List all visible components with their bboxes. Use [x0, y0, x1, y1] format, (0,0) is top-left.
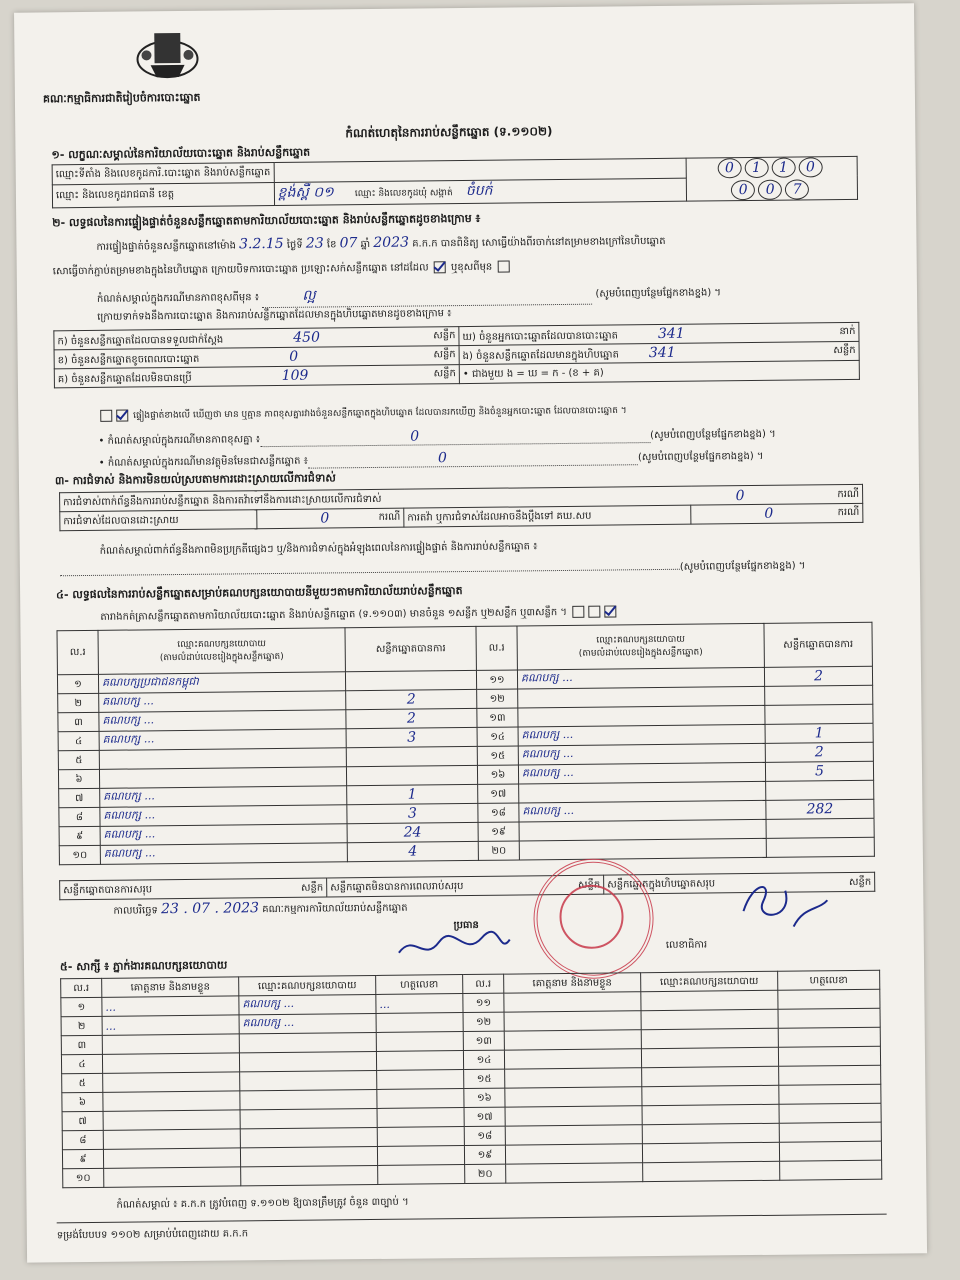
- authority-name: គណៈកម្មាធិការជាតិរៀបចំការបោះឆ្នោត: [42, 90, 201, 106]
- party-votes: 1: [765, 723, 873, 743]
- witness-cell: [376, 1051, 463, 1071]
- witness-cell: ៥: [62, 1073, 103, 1092]
- witness-cell: [778, 1027, 880, 1047]
- official-stamp: [533, 858, 654, 979]
- party-number: ១: [57, 674, 98, 693]
- party-votes: 4: [347, 841, 478, 861]
- witness-cell: [377, 1108, 464, 1128]
- witness-cell: [240, 1146, 377, 1166]
- witness-cell: [504, 1030, 641, 1050]
- section4-intro: តារាងកត់ត្រាសន្លឹកឆ្នោតតាមការិយាល័យបោះឆ្នោត និងរាប់សន្លឹកឆ្នោត (ទ.១១០៣) មានចំនួន ១សន្លឹក ឬ២សន្លឹក ឬ៣សន្លឹក ។: [100, 604, 618, 624]
- party-name: គណបក្ស ...: [100, 824, 347, 846]
- party-name: គណបក្ស ...: [518, 762, 765, 784]
- witness-cell: [103, 1091, 240, 1111]
- witness-cell: [642, 1142, 779, 1162]
- witness-cell: ១៣: [463, 1031, 504, 1050]
- witness-cell: គណបក្ស ...: [239, 1013, 376, 1033]
- witness-cell: [240, 1089, 377, 1109]
- party-number: ១៥: [477, 746, 518, 765]
- witness-cell: ១: [61, 997, 102, 1016]
- party-votes: 2: [765, 742, 873, 762]
- party-results-table: ល.រ ឈ្មោះគណបក្សនយោបាយ (តាមលំដាប់លេខរៀងក្នុងសន្លឹកឆ្នោត) សន្លឹកឆ្នោតបានការ ល.រ ឈ្មោះគណបក្សនយោបាយ (តាមលំដាប់លេខរៀងក្នុងសន្លឹកឆ្នោត) សន្លឹកឆ្នោតបានការ ១ គណបក្សប្រជាជនកម្ពុជា ១១ គណបក្ស ... 2 ២ គណបក្ស ... 2 ១២ ៣ គណបក្ស ... 2 ១៣ ៤ គណបក្ស ... 3 ១៤ គណបក្ស ... 1 ៥ ១៥ គណបក្ស ... 2 ៦ ១៦ គណបក្ស ... 5 ៧ គណបក្ស ... 1 ១៧ ៨ គណបក្ស ... 3 ១៨ គណបក្ស ... 282 ៩ គណបក្ស ... 24 ១៩ ១០ គណបក្ស ... 4 ២០: [56, 622, 874, 866]
- party-number: ៤: [58, 731, 99, 750]
- witness-cell: [505, 1106, 642, 1126]
- province-handwritten: ខ្ពង់ស្ពឺ ០១: [277, 184, 334, 202]
- witness-cell: ១៨: [464, 1126, 505, 1145]
- party-name: [519, 781, 766, 803]
- witness-cell: [779, 1141, 881, 1161]
- party-number: ៥: [58, 750, 99, 769]
- party-votes: 3: [347, 803, 478, 823]
- secretary-label: លេខាធិការ: [665, 939, 708, 951]
- witness-cell: ៧: [62, 1111, 103, 1130]
- party-name: [99, 767, 346, 789]
- date-line: កាលបរិច្ឆេទ 23 . 07 . 2023 គណៈកម្មការការិយាល័យរាប់សន្លឹកឆ្នោត: [113, 900, 408, 918]
- witness-cell: [240, 1108, 377, 1128]
- witness-cell: [103, 1129, 240, 1149]
- party-votes: [346, 765, 477, 785]
- difference-check-line: ផ្ទៀងផ្ទាត់ខាងលើ ឃើញថា មាន ឬគ្មាន ភាពខុសគ្នារវាងចំនួនសន្លឹកឆ្នោតក្នុងហិបឆ្នោត ដែលបានរកឃើញ និងចំនួនអ្នកបោះឆ្នោត ដែលបានបោះឆ្នោត ។: [98, 404, 627, 423]
- party-votes: [766, 837, 874, 857]
- seal-check-line2: សោធ្វើចាក់ភ្ជាប់តម្រាមខាងក្នុងនៃហិបឆ្នោត ក្រោយបិទការបោះឆ្នោត ប្រឡោះសក់សន្លឹកឆ្នោត នៅដដែល ឬខុសពីមុន: [53, 260, 512, 280]
- party-number: ២០: [478, 841, 519, 860]
- party-name: គណបក្ស ...: [100, 843, 347, 865]
- witness-cell: [641, 1009, 778, 1029]
- witness-cell: ៩: [62, 1149, 103, 1168]
- party-name: គណបក្ស ...: [518, 743, 765, 765]
- party-votes: [766, 780, 874, 800]
- witness-cell: [778, 989, 880, 1009]
- note-difference: • កំណត់សម្គាល់ក្នុងករណីមានភាពខុសគ្នា ៖ 0 (សូមបំពេញបន្ថែមផ្នែកខាងខ្នង) ។: [98, 425, 775, 449]
- party-votes: 1: [347, 784, 478, 804]
- party-votes: 2: [764, 666, 872, 686]
- form-title: កំណត់ហេតុនៃការរាប់សន្លឹកឆ្នោត (ទ.១១០២): [345, 124, 553, 141]
- witness-cell: ២០: [465, 1164, 506, 1183]
- party-votes: 282: [766, 799, 874, 819]
- witness-cell: ២: [61, 1016, 102, 1035]
- note-foreign-object: • កំណត់សម្គាល់ក្នុងករណីមានវត្ថុមិនមែនជាសន្លឹកឆ្នោត ៖ 0 (សូមបំពេញបន្ថែមផ្នែកខាងខ្នង) ។: [99, 447, 764, 471]
- witness-cell: [780, 1160, 882, 1180]
- witness-cell: [779, 1065, 881, 1085]
- party-votes: 5: [765, 761, 873, 781]
- witness-cell: [103, 1148, 240, 1168]
- party-number: ១៦: [477, 765, 518, 784]
- witness-cell: [505, 1125, 642, 1145]
- witness-cell: [102, 1034, 239, 1054]
- witness-cell: [504, 1049, 641, 1069]
- witness-cell: [643, 1161, 780, 1181]
- party-number: ១៣: [477, 708, 518, 727]
- witness-cell: [376, 1032, 463, 1052]
- party-votes: [346, 746, 477, 766]
- party-number: ១១: [476, 670, 517, 689]
- three-sheet-checkbox[interactable]: [604, 605, 616, 617]
- party-number: ៨: [59, 807, 100, 826]
- president-signature: [394, 928, 514, 965]
- witness-cell: ១១: [463, 993, 504, 1012]
- witness-cell: [642, 1123, 779, 1143]
- witness-cell: [641, 990, 778, 1010]
- party-name: គណបក្ស ...: [518, 724, 765, 746]
- witness-cell: [239, 1051, 376, 1071]
- witness-cell: ...: [376, 994, 463, 1014]
- witness-cell: [641, 1047, 778, 1067]
- seal-check-line1: ការផ្ទៀងផ្ទាត់ចំនួនសន្លឹកឆ្នោតនៅម៉ោង 3.2.15 ថ្ងៃទី 23 ខែ 07 ឆ្នាំ 2023 គ.ក.ក បានពិនិត្យ សោធ្វើយ៉ាងពីរចាក់នៅតម្រាមខាងក្រៅនៃហិបឆ្នោត: [96, 234, 666, 253]
- witness-cell: ១៥: [464, 1069, 505, 1088]
- form-sheet: [14, 3, 927, 1262]
- witness-cell: [241, 1165, 378, 1185]
- one-sheet-checkbox[interactable]: [572, 606, 584, 618]
- party-name: គណបក្សប្រជាជនកម្ពុជា: [98, 672, 345, 694]
- two-sheet-checkbox[interactable]: [588, 606, 600, 618]
- irregularity-note: កំណត់សម្គាល់ពាក់ព័ន្ធនឹងភាពមិនប្រក្រតីផ្សេងៗ ឬ/និងការជំទាស់ក្នុងអំឡុងពេលនៃការផ្ទៀងផ្ទាត់ និងការរាប់សន្លឹកឆ្នោត ៖: [99, 541, 538, 557]
- witness-cell: [504, 992, 641, 1012]
- party-totals-table: សន្លឹកឆ្នោតបានការសរុប សន្លឹក សន្លឹកឆ្នោតមិនបានការពេលរាប់សរុប សន្លឹក សន្លឹកឆ្នោតក្នុងហិបឆ្នោតសរុប សន្លឹក: [59, 872, 875, 901]
- province-commune-value: ខ្ពង់ស្ពឺ ០១ ឈ្មោះ និងលេខកូដឃុំ សង្កាត់ ចំបក់: [274, 178, 686, 205]
- party-name: គណបក្ស ...: [100, 805, 347, 827]
- witness-cell: [376, 1013, 463, 1033]
- has-difference-checkbox[interactable]: [100, 410, 112, 422]
- party-name: [518, 705, 765, 727]
- no-difference-checkbox[interactable]: [116, 410, 128, 422]
- witness-footnote: កំណត់សម្គាល់ ៖ គ.ក.ក ត្រូវបំពេញ ទ.១១០២ ឱ្យបានត្រឹមត្រូវ ចំនួន ៣ច្បាប់ ។: [116, 1196, 409, 1211]
- party-number: ១៩: [478, 822, 519, 841]
- date-handwritten: 23 . 07 . 2023: [160, 900, 260, 918]
- section1-table: [52, 156, 858, 208]
- witness-cell: [505, 1087, 642, 1107]
- party-name: គណបក្ស ...: [99, 710, 346, 732]
- party-votes: 24: [347, 822, 478, 842]
- party-votes: 2: [346, 708, 477, 728]
- province-label: ឈ្មោះ និងលេខកូដរាជធានី ខេត្ត: [52, 182, 274, 207]
- party-number: ៣: [58, 712, 99, 731]
- ballot-intro: ក្រោយទាក់ទងនឹងការបោះឆ្នោត និងការរាប់សន្លឹកឆ្នោតដែលមានក្នុងហិបឆ្នោតមានដូចខាងក្រោម ៖: [97, 308, 452, 323]
- party-number: ៧: [59, 788, 100, 807]
- party-name: គណបក្ស ...: [519, 800, 766, 822]
- section2-heading: ២- លទ្ធផលនៃការផ្ទៀងផ្ទាត់ចំនួនសន្លឹកឆ្នោតតាមការិយាល័យបោះឆ្នោត និងរាប់សន្លឹកឆ្នោតដូចខាងក្រោម ៖: [52, 211, 481, 230]
- party-votes: 3: [346, 727, 477, 747]
- witness-cell: [505, 1068, 642, 1088]
- section5-heading: ៥- សាក្សី ៖ ភ្នាក់ងារគណបក្សនយោបាយ: [59, 958, 228, 974]
- party-number: ១៧: [478, 784, 519, 803]
- witness-cell: ...: [102, 996, 239, 1016]
- witness-cell: [642, 1085, 779, 1105]
- party-number: ៩: [59, 826, 100, 845]
- witness-cell: ១២: [463, 1012, 504, 1031]
- witness-cell: [642, 1066, 779, 1086]
- witness-cell: ១៧: [464, 1107, 505, 1126]
- location-label: ឈ្មោះទីតាំង និងលេខកូដការិ.បោះឆ្នោត និងរាប់សន្លឹកឆ្នោត: [52, 162, 274, 184]
- witness-cell: [377, 1070, 464, 1090]
- witness-cell: [377, 1146, 464, 1166]
- witness-cell: [240, 1070, 377, 1090]
- witness-cell: [779, 1122, 881, 1142]
- witness-cell: [102, 1053, 239, 1073]
- witness-cell: [778, 1008, 880, 1028]
- party-number: ២: [58, 693, 99, 712]
- witness-cell: គណបក្ស ...: [239, 994, 376, 1014]
- party-number: ១០: [59, 845, 100, 864]
- witness-cell: ១៩: [464, 1145, 505, 1164]
- witness-table: ល.រ គោត្តនាម និងនាមខ្លួន ឈ្មោះគណបក្សនយោបាយ ហត្ថលេខា ល.រ គោត្តនាម និងនាមខ្លួន ឈ្មោះគណបក្សនយោបាយ ហត្ថលេខា ១ ... គណបក្ស ... ... ១១ ២ ... គណបក្ស ... ១២ ៣ ១៣ ៤ ១៤ ៥ ១៥ ៦ ១៦ ៧ ១៧ ៨ ១៨ ៩ ១៩ ១០ ២០: [60, 970, 882, 1189]
- party-number: ១២: [477, 689, 518, 708]
- party-number: ១៤: [477, 727, 518, 746]
- witness-cell: ១៦: [464, 1088, 505, 1107]
- station-code: 0 1 1 0 0 0 7: [686, 156, 858, 201]
- ballot-count-table: ក) ចំនួនសន្លឹកឆ្នោតដែលបានទទួលជាក់ស្តែង 450 សន្លឹក ឃ) ចំនួនអ្នកបោះឆ្នោតដែលបានបោះឆ្នោត 341 នាក់ ខ) ចំនួនសន្លឹកឆ្នោតខូចពេលបោះឆ្នោត 0 សន្លឹក ង) ចំនួនសន្លឹកឆ្នោតដែលមានក្នុងហិបឆ្នោត 341 សន្លឹក គ) ចំនួនសន្លឹកឆ្នោតដែលមិនបានប្រើ 109 សន្លឹក • ជាងមួយ ង = ឃ = ក - (ខ + គ): [53, 322, 860, 388]
- party-number: ១៨: [478, 803, 519, 822]
- party-name: [518, 686, 765, 708]
- party-name: គណបក្ស ...: [99, 729, 346, 751]
- president-label: ប្រធាន: [453, 919, 479, 932]
- witness-cell: ៣: [61, 1035, 102, 1054]
- witness-cell: [779, 1103, 881, 1123]
- witness-cell: [641, 1028, 778, 1048]
- secretary-signature: [723, 870, 834, 935]
- difference-note-line: កំណត់សម្គាល់ក្នុងករណីមានភាពខុសពីមុន ៖ ល្អ (សូមបំពេញបន្ថែមផ្នែកខាងខ្នង) ។: [97, 281, 721, 310]
- party-name: គណបក្ស ...: [517, 667, 764, 689]
- party-votes: [345, 670, 476, 690]
- witness-cell: ១០: [63, 1168, 104, 1187]
- witness-cell: [377, 1089, 464, 1109]
- witness-cell: [506, 1163, 643, 1183]
- party-number: ៦: [58, 769, 99, 788]
- commune-handwritten: ចំបក់: [465, 183, 493, 200]
- witness-cell: [505, 1144, 642, 1164]
- section4-heading: ៤- លទ្ធផលនៃការរាប់សន្លឹកឆ្នោតសម្រាប់គណបក្សនយោបាយនីមួយៗតាមការិយាល័យរាប់សន្លឹកឆ្នោត: [56, 584, 463, 602]
- party-name: [519, 838, 766, 860]
- witness-cell: [103, 1110, 240, 1130]
- objection-table: ការជំទាស់ពាក់ព័ន្ធនឹងការរាប់សន្លឹកឆ្នោត និងការតវ៉ាទៅនឹងការដោះស្រាយលើការជំទាស់ 0 ករណី ការជំទាស់ដែលបានដោះស្រាយ 0 ករណី ការតវ៉ា ឬការជំទាស់ដែលអាចនឹងប្តឹងទៅ គឃ.សប 0 ករណី: [59, 484, 863, 531]
- emblem-logo: [132, 25, 203, 84]
- section3-heading: ៣- ការជំទាស់ និងការមិនយល់ស្របតាមការដោះស្រាយលើការជំទាស់: [54, 471, 336, 488]
- witness-cell: [377, 1127, 464, 1147]
- witness-cell: [104, 1167, 241, 1187]
- party-name: [99, 748, 346, 770]
- witness-cell: [239, 1032, 376, 1052]
- same-checkbox[interactable]: [434, 261, 446, 273]
- witness-cell: ៦: [62, 1092, 103, 1111]
- witness-cell: [778, 1046, 880, 1066]
- witness-cell: ១៤: [463, 1050, 504, 1069]
- party-votes: [765, 704, 873, 724]
- witness-cell: [779, 1084, 881, 1104]
- witness-cell: ៨: [62, 1130, 103, 1149]
- witness-cell: ...: [102, 1015, 239, 1035]
- party-votes: [766, 818, 874, 838]
- witness-cell: [642, 1104, 779, 1124]
- witness-cell: [240, 1127, 377, 1147]
- form-footer: ទម្រង់បែបបទ ១១០២ សម្រាប់បំពេញដោយ គ.ក.ក: [56, 1228, 249, 1242]
- party-name: គណបក្ស ...: [100, 786, 347, 808]
- witness-cell: [103, 1072, 240, 1092]
- witness-cell: [504, 1011, 641, 1031]
- party-name: [519, 819, 766, 841]
- party-name: គណបក្ស ...: [99, 691, 346, 713]
- irregularity-fill-line: (សូមបំពេញបន្ថែមផ្នែកខាងខ្នង) ។: [60, 558, 806, 581]
- witness-cell: [378, 1165, 465, 1185]
- different-checkbox[interactable]: [497, 261, 509, 273]
- witness-cell: ៤: [61, 1054, 102, 1073]
- section1-heading: ១- លក្ខណៈសម្គាល់នៃការិយាល័យបោះឆ្នោត និងរាប់សន្លឹកឆ្នោត: [51, 145, 311, 162]
- party-votes: 2: [346, 689, 477, 709]
- party-votes: [765, 685, 873, 705]
